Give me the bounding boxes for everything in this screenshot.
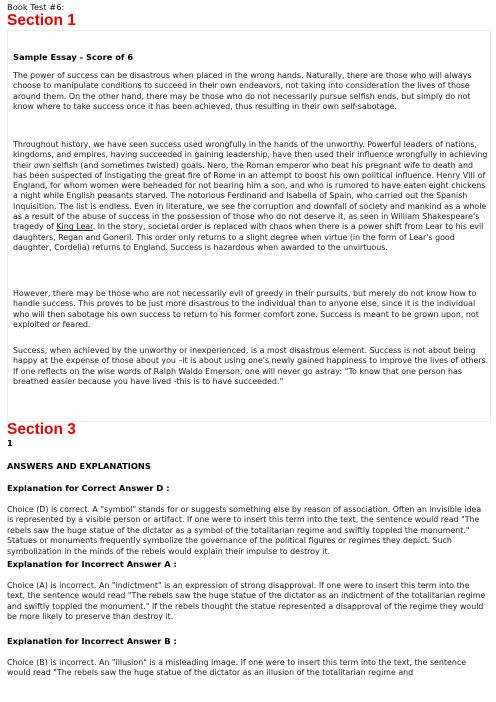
essay-paragraph-2 xyxy=(13,140,489,253)
explanation-incorrect-a-label: Explanation for Incorrect Answer A : xyxy=(7,559,177,569)
essay-title: Sample Essay - Score of 6 xyxy=(13,52,134,62)
explanation-correct-d-label: Explanation for Correct Answer D : xyxy=(7,483,170,493)
essay-paragraph-4: Success, when achieved by the unworthy or inexperienced, is a most disastrous element. Success is not about being happy at the expense of those about you –it is about using one's newly gained happiness to improve the lives of others. If one reflects on the wise words of Ralph Waldo Emerson, one will never go astray: “To know that one person has breathed easier because you have lived -this is to have succeeded.” xyxy=(13,346,489,386)
book-title: Book Test #6: xyxy=(7,2,65,12)
answers-heading: ANSWERS AND EXPLANATIONS xyxy=(7,461,151,471)
essay-paragraph-3: However, there may be those who are not necessarily evil of greedy in their pursuits, but merely do not know how to handle success. This proves to be just more disastrous to the individual than to anyone else, since it is the individual who will then sabotage his own success to return to his former comfort zone. Success is meant to be grown upon, not exploited or feared. xyxy=(13,289,479,329)
king-lear-title: King Lear xyxy=(56,222,93,232)
question-number: 1 xyxy=(7,438,13,448)
section-1-heading: Section 1 xyxy=(7,12,76,29)
section-3-heading: Section 3 xyxy=(7,421,76,438)
essay-paragraph-1: The power of success can be disastrous when placed in the wrong hands. Naturally, there are those who will always choose to manipulate conditions to succeed in their own endeavors, not taking into consideration the lives of those around them. On the other hand, there may be those who do not necessarily pursue selfish ends, but simply do not know where to take success once it has been achieved, thus resulting in their own self-sabotage. xyxy=(13,71,472,111)
essay-paragraph-2-text: Throughout history, we have seen success used wrongfully in the hands of the unworthy. Powerful leaders of nations, kingdoms, and empires, having succeeded in gaining leadership, have then used their influence wrongfully in achieving their own selfish (and sometimes twisted) goals. Nero, the Roman emperor who beat his pregnant wife to death and has been suspected of instigating the great fire of Rome in an attempt to boost his own political influence. Henry VIII of England, for whom women were beheaded for not bearing him a son, and who is rumored to have eaten eight chickens a night while English peasants starved. The notorious Ferdinand and Isabella of Spain, who carried out the Spanish Inquisition. The list is endless. Even in literature, we see the corruption and downfall of society and mankind as a whole as a result of the abuse of success in the possession of those who do not deserve it, as seen in William Shakespeare's tragedy of xyxy=(13,140,488,232)
essay-paragraph-2-text-end: . In the story, societal order is replaced with chaos when there is a power shift from Lear to his evil daughters, Regan and Goneril. This order only returns to a slight degree when virtue (in the form of Lear's good daughter, Cordelia) returns to England. Success is hazardous when awarded to the unvirtuous. xyxy=(13,222,484,252)
explanation-incorrect-b-label: Explanation for Incorrect Answer B : xyxy=(7,636,177,646)
explanation-incorrect-b-text: Choice (B) is incorrect. An "illusion" is a misleading image. If one were to insert this term into the text, the sentence would read "The rebels saw the huge statue of the dictator as an illusion of the totalitarian regime and xyxy=(7,658,467,678)
explanation-incorrect-a-text: Choice (A) is incorrect. An "indictment" is an expression of strong disapproval. If one were to insert this term into the text, the sentence would read "The rebels saw the huge statue of the dictator as an indictment of the totalitarian regime and swiftly toppled the monument." If the rebels thought the statue represented a disapproval of the regime they would be more likely to preserve than destroy it. xyxy=(7,581,486,622)
explanation-correct-d-text: Choice (D) is correct. A "symbol" stands for or suggests something else by reason of association. Often an invisible idea is represented by a visible person or artifact. If one were to insert this term into the text, the sentence would read "The rebels saw the huge statue of the dictator as a symbol of the totalitarian regime and swiftly toppled the monument." Statues or monuments frequently symbolize the governance of the political figures or regimes they depict. Such symbolization in the minds of the rebels would explain their impulse to destroy it. xyxy=(7,505,482,556)
